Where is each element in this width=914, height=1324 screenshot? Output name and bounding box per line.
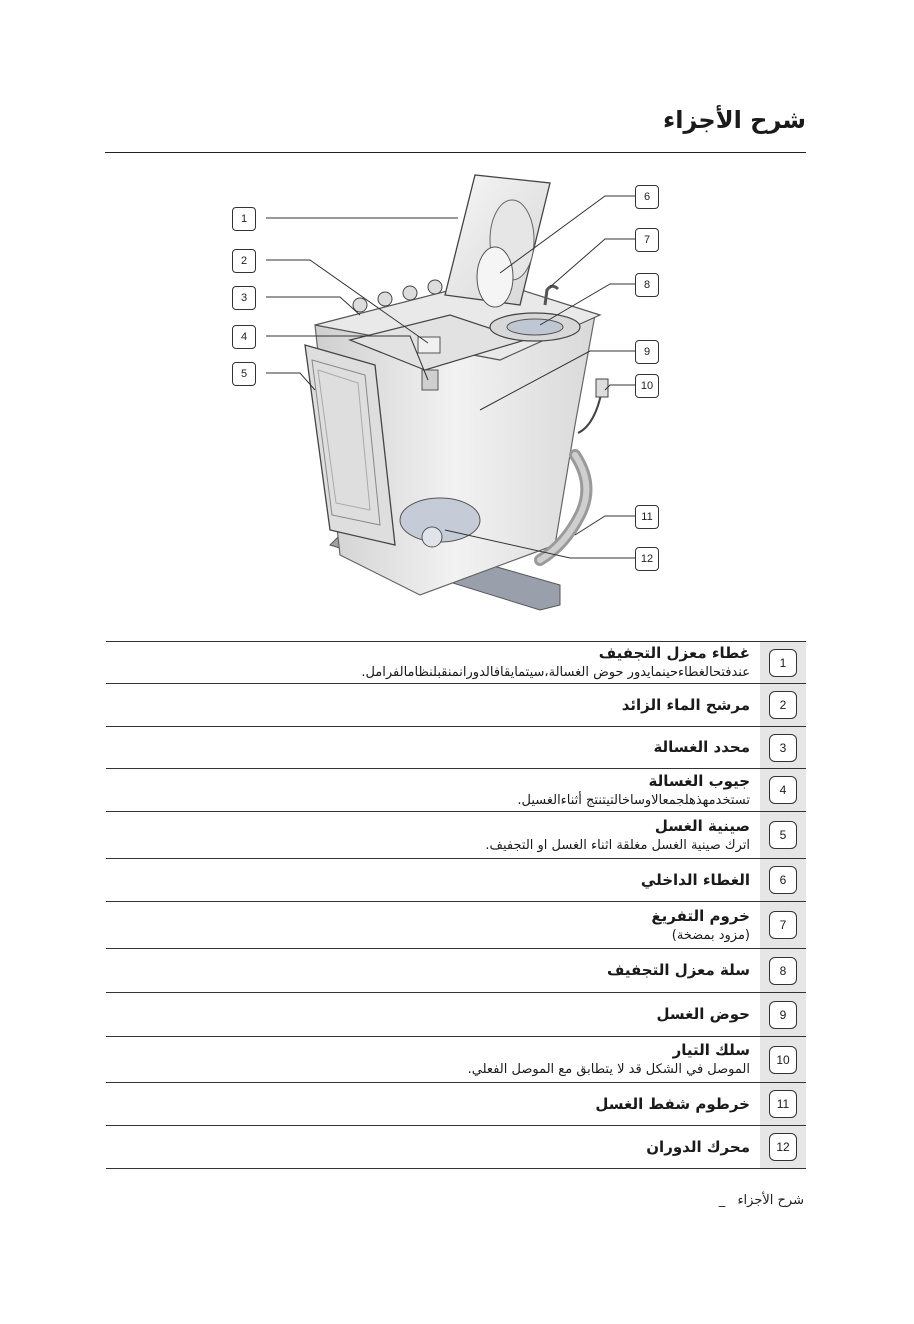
footer-label: شرح الأجزاء <box>737 1193 804 1208</box>
table-row <box>106 812 806 859</box>
part-name: حوض الغسل <box>656 1005 750 1023</box>
table-row <box>106 949 806 993</box>
title-divider <box>105 152 806 153</box>
table-row <box>106 684 806 727</box>
part-description: اترك صينية الغسل مغلقة اثناء الغسل او التجفيف. <box>485 837 750 853</box>
part-number: 11 <box>769 1090 797 1118</box>
part-number: 9 <box>769 1001 797 1029</box>
part-number: 7 <box>769 911 797 939</box>
callout-1: 1 <box>232 207 256 231</box>
part-name: خروم التفريغ <box>651 906 750 925</box>
part-description: (مزود بمضخة) <box>671 927 750 943</box>
part-name: محدد الغسالة <box>653 738 750 756</box>
callout-4: 4 <box>232 325 256 349</box>
callout-8: 8 <box>635 273 659 297</box>
footer-mark: _ <box>718 1193 726 1208</box>
part-number: 10 <box>769 1046 797 1074</box>
part-description: عندفتحالغطاءحينمايدور حوض الغسالة،سيتمايقافالدورانمنقبلنظامالفرامل. <box>361 665 750 680</box>
callout-10: 10 <box>635 374 659 398</box>
part-name: سلك التيار <box>672 1041 750 1059</box>
callout-2: 2 <box>232 249 256 273</box>
callout-12: 12 <box>635 547 659 571</box>
part-description: تستخدمهذهلجمعالاوساخالتيتنتج أثناءالغسيل. <box>517 792 750 808</box>
part-number: 1 <box>769 649 797 677</box>
part-name: غطاء معزل التجفيف <box>598 644 750 662</box>
page-title: شرح الأجزاء <box>662 106 806 134</box>
callout-7: 7 <box>635 228 659 252</box>
page-footer <box>719 1193 804 1208</box>
callout-6: 6 <box>635 185 659 209</box>
parts-table <box>106 641 806 1169</box>
part-name: خرطوم شفط الغسل <box>595 1094 750 1113</box>
part-number: 12 <box>769 1133 797 1161</box>
table-row <box>106 1083 806 1126</box>
part-number: 6 <box>769 866 797 894</box>
table-row <box>106 993 806 1037</box>
table-row <box>106 859 806 902</box>
part-number: 5 <box>769 821 797 849</box>
callout-11: 11 <box>635 505 659 529</box>
table-row <box>106 641 806 684</box>
table-row <box>106 727 806 769</box>
part-number: 8 <box>769 957 797 985</box>
part-name: محرك الدوران <box>646 1137 750 1156</box>
part-name: سلة معزل التجفيف <box>606 961 750 979</box>
part-name: الغطاء الداخلي <box>640 870 750 889</box>
callout-9: 9 <box>635 340 659 364</box>
part-number: 4 <box>769 776 797 804</box>
table-row <box>106 769 806 812</box>
part-number: 2 <box>769 691 797 719</box>
table-row <box>106 1126 806 1169</box>
machine-drawing <box>200 165 700 625</box>
washing-machine-illustration <box>200 165 700 625</box>
part-name: جيوب الغسالة <box>648 771 750 790</box>
table-row <box>106 1037 806 1083</box>
part-description: الموصل في الشكل قد لا يتطابق مع الموصل الفعلي. <box>467 1062 750 1077</box>
part-name: مرشح الماء الزائد <box>621 695 750 714</box>
callout-5: 5 <box>232 362 256 386</box>
table-row <box>106 902 806 949</box>
callout-3: 3 <box>232 286 256 310</box>
part-number: 3 <box>769 734 797 762</box>
part-name: صينية الغسل <box>654 816 750 835</box>
